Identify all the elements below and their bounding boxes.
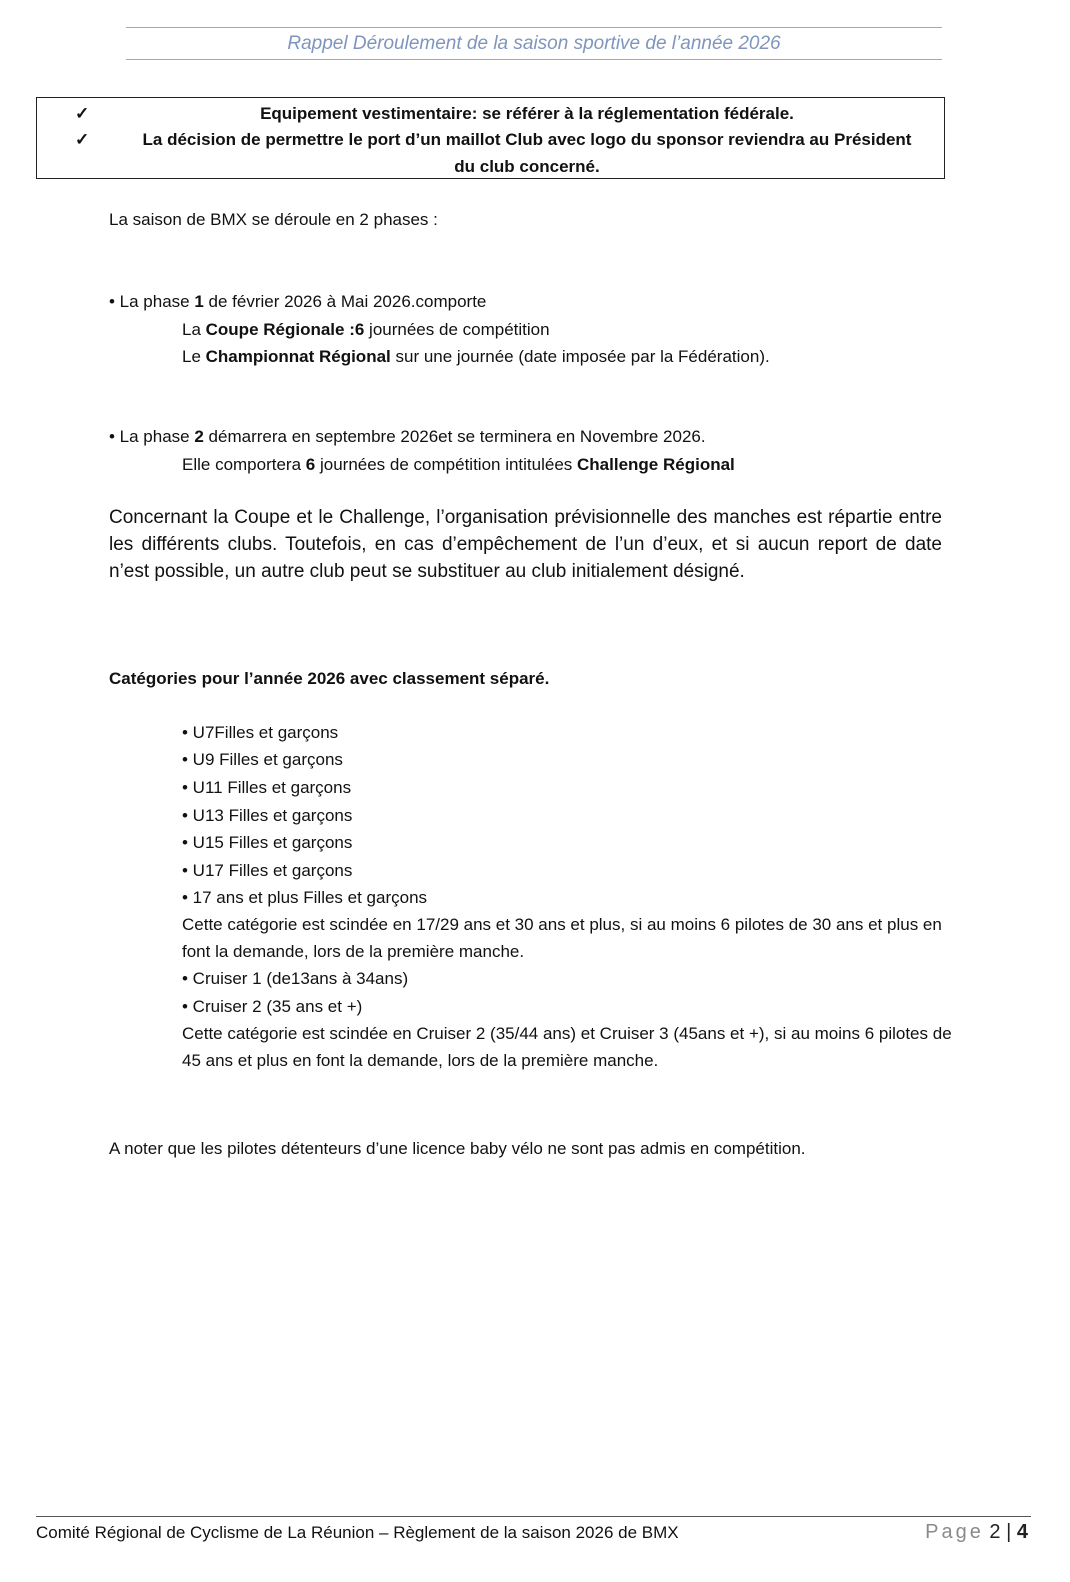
phase1-line1: • La phase 1 de février 2026 à Mai 2026.comporte bbox=[109, 292, 487, 311]
category-item: • U13 Filles et garçons bbox=[182, 806, 353, 825]
baby-velo-note: A noter que les pilotes détenteurs d’une licence baby vélo ne sont pas admis en compétition. bbox=[109, 1139, 806, 1158]
category-item: • U9 Filles et garçons bbox=[182, 750, 343, 769]
checkmark-icon: ✓ bbox=[75, 130, 90, 149]
categories-heading: Catégories pour l’année 2026 avec classement séparé. bbox=[109, 669, 550, 688]
page-separator: | bbox=[1006, 1521, 1012, 1543]
page-header-title: Rappel Déroulement de la saison sportive de l’année 2026 bbox=[126, 27, 942, 60]
category-note: Cette catégorie est scindée en Cruiser 2 (35/44 ans) et Cruiser 3 (45ans et +), si au moins 6 pilotes de bbox=[182, 1024, 952, 1043]
category-item: • Cruiser 2 (35 ans et +) bbox=[182, 997, 363, 1016]
category-item: • Cruiser 1 (de13ans à 34ans) bbox=[182, 969, 409, 988]
organisation-paragraph: Concernant la Coupe et le Challenge, l’organisation prévisionnelle des manches est répartie entre les différents clubs. Toutefois, en cas d’empêchement de l’un d’eux, et si aucun report de date n’est possible, un autre club peut se substituer au club initialement désigné. bbox=[109, 507, 942, 582]
footer-text: Comité Régional de Cyclisme de La Réunion – Règlement de la saison 2026 de BMX bbox=[36, 1523, 679, 1542]
notice-line-2a: La décision de permettre le port d’un maillot Club avec logo du sponsor reviendra au Président bbox=[142, 130, 912, 149]
category-note: font la demande, lors de la première manche. bbox=[182, 942, 525, 961]
category-item: • U11 Filles et garçons bbox=[182, 778, 352, 797]
category-note: Cette catégorie est scindée en 17/29 ans et 30 ans et plus, si au moins 6 pilotes de 30 ans et plus en bbox=[182, 915, 942, 934]
page-label: Page bbox=[925, 1521, 984, 1543]
notice-line-2b: du club concerné. bbox=[454, 157, 600, 176]
equipment-notice-box bbox=[36, 97, 945, 179]
intro-text: La saison de BMX se déroule en 2 phases : bbox=[109, 210, 438, 229]
category-item: • U15 Filles et garçons bbox=[182, 833, 353, 852]
phase1-line3: Le Championnat Régional sur une journée (date imposée par la Fédération). bbox=[182, 347, 770, 366]
phase2-line2: Elle comportera 6 journées de compétition intitulées Challenge Régional bbox=[182, 455, 735, 474]
page-current: 2 bbox=[989, 1521, 1001, 1543]
page-number bbox=[925, 1518, 1028, 1546]
category-note: 45 ans et plus en font la demande, lors de la première manche. bbox=[182, 1051, 659, 1070]
category-item: • U7Filles et garçons bbox=[182, 723, 339, 742]
page-total: 4 bbox=[1016, 1521, 1028, 1543]
checkmark-icon: ✓ bbox=[75, 104, 90, 123]
phase1-line2: La Coupe Régionale :6 journées de compétition bbox=[182, 320, 550, 339]
category-item: • 17 ans et plus Filles et garçons bbox=[182, 888, 428, 907]
category-item: • U17 Filles et garçons bbox=[182, 861, 353, 880]
phase2-line1: • La phase 2 démarrera en septembre 2026et se terminera en Novembre 2026. bbox=[109, 427, 706, 446]
footer-divider bbox=[36, 1516, 1031, 1517]
notice-line-1: Equipement vestimentaire: se référer à la réglementation fédérale. bbox=[260, 104, 794, 123]
